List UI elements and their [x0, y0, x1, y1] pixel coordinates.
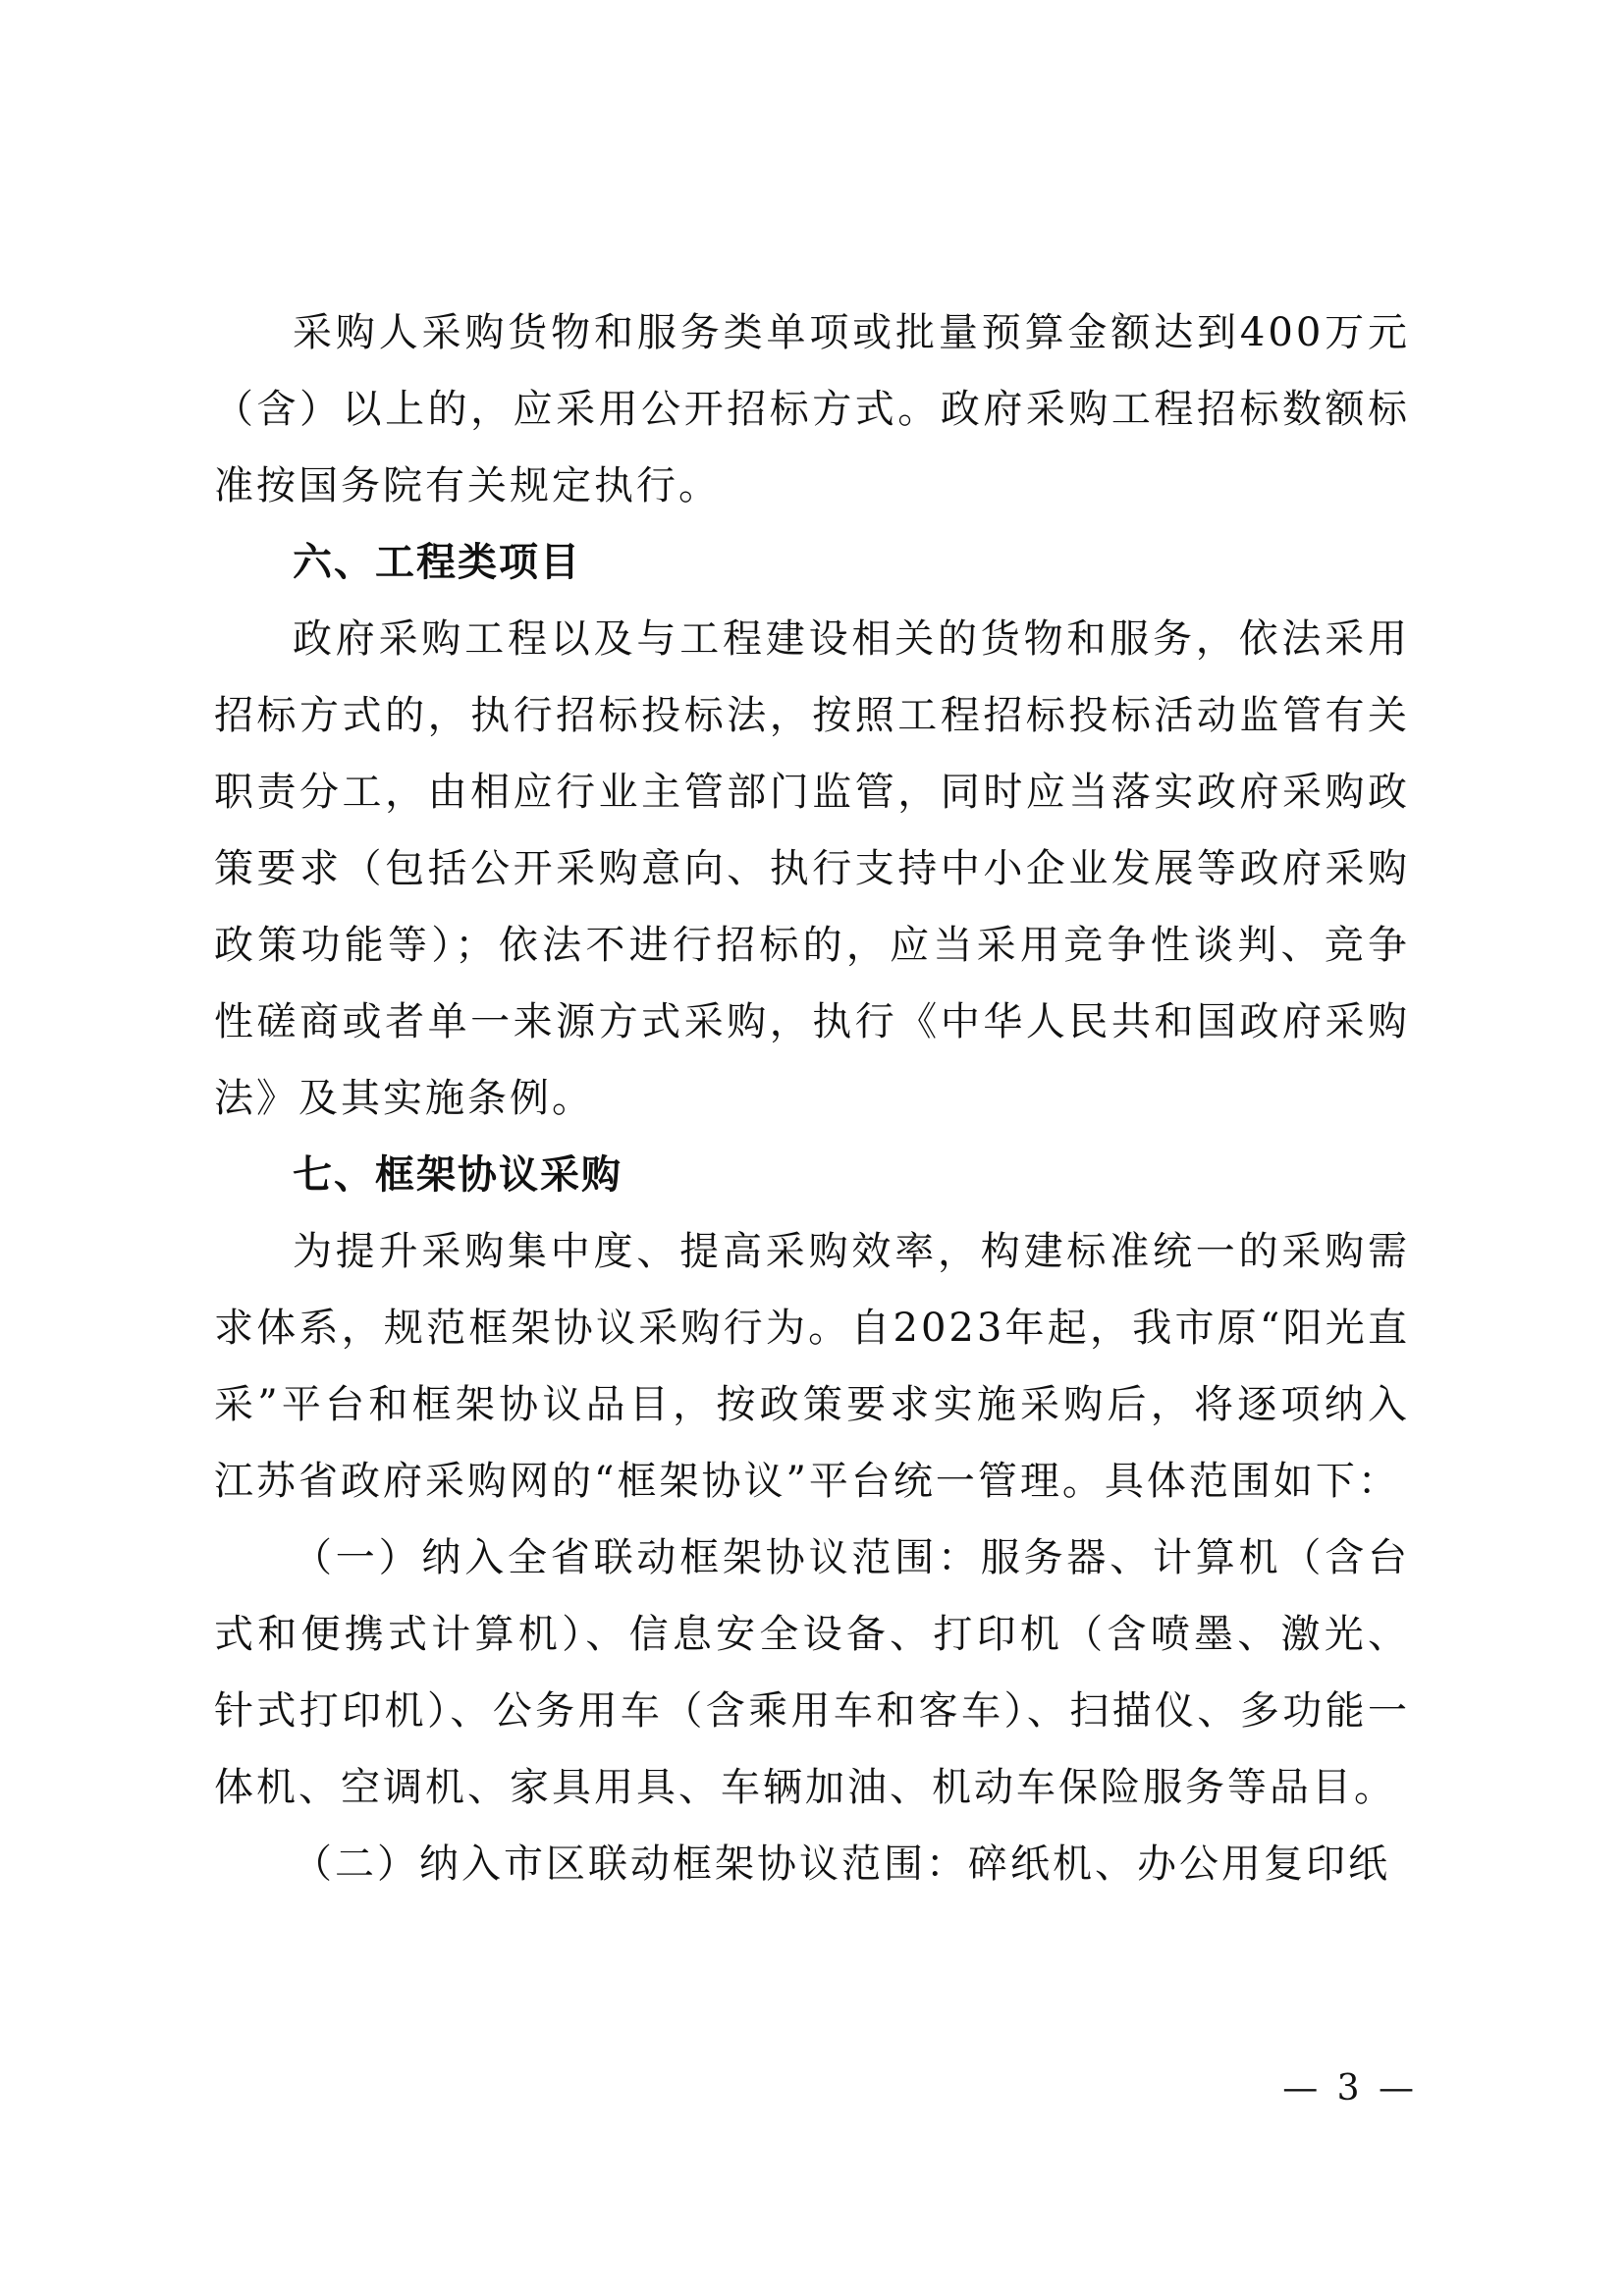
section-heading-framework-agreement: 七、框架协议采购 — [293, 1152, 623, 1198]
paragraph-procurement-threshold: 采购人采购货物和服务类单项或批量预算金额达到400万元（含）以上的，应采用公开招标方式。政府采购工程招标数额标准按国务院有关规定执行。 — [214, 310, 1410, 508]
paragraph-engineering-projects: 政府采购工程以及与工程建设相关的货物和服务，依法采用招标方式的，执行招标投标法，按照工程招标投标活动监管有关职责分工，由相应行业主管部门监管，同时应当落实政府采购政策要求（包括公开采购意向、执行支持中小企业发展等政府采购政策功能等）；依法不进行招标的，应当采用竞争性谈判、竞争性磋商或者单一来源方式采购，执行《中华人民共和国政府采购法》及其实施条例。 — [214, 616, 1410, 1121]
section-heading-engineering-projects: 六、工程类项目 — [293, 540, 581, 585]
page-number: — 3 — — [1282, 2068, 1418, 2109]
document-body — [214, 294, 1410, 1902]
paragraph-provincial-framework-scope: （一）纳入全省联动框架协议范围：服务器、计算机（含台式和便携式计算机）、信息安全设备、打印机（含喷墨、激光、针式打印机）、公务用车（含乘用车和客车）、扫描仪、多功能一体机、空调机、家具用具、车辆加油、机动车保险服务等品目。 — [214, 1535, 1410, 1810]
paragraph-municipal-framework-scope: （二）纳入市区联动框架协议范围：碎纸机、办公用复印纸 — [293, 1842, 1390, 1887]
paragraph-framework-agreement-intro: 为提升采购集中度、提高采购效率，构建标准统一的采购需求体系，规范框架协议采购行为。自2023年起，我市原“阳光直采”平台和框架协议品目，按政策要求实施采购后，将逐项纳入江苏省政府采购网的“框架协议”平台统一管理。具体范围如下： — [214, 1229, 1410, 1504]
